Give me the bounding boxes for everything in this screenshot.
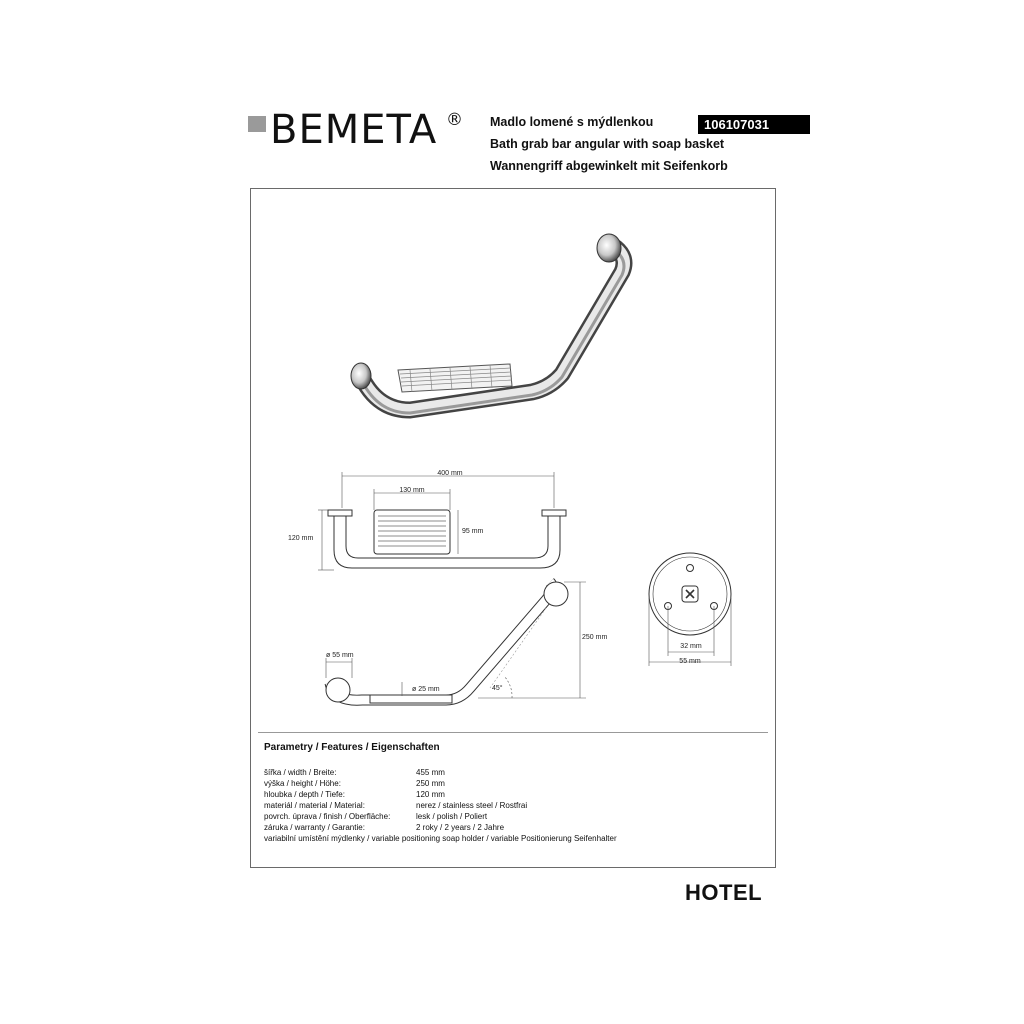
feature-label-depth: hloubka / depth / Tiefe: [264, 790, 345, 799]
feature-label-height: výška / height / Höhe: [264, 779, 341, 788]
feature-label-finish: povrch. úprava / finish / Oberfläche: [264, 812, 391, 821]
dim-overall-width: 400 mm [437, 470, 463, 477]
dim-angle: 45° [492, 685, 503, 692]
collection-name: HOTEL [685, 880, 763, 905]
technical-drawing [250, 188, 776, 732]
feature-label-width: šířka / width / Breite: [264, 768, 337, 777]
title-czech: Madlo lomené s mýdlenkou [490, 115, 654, 129]
dim-screw-spacing: 32 mm [680, 643, 702, 650]
title-german: Wannengriff abgewinkelt mit Seifenkorb [490, 159, 728, 173]
product-photo [351, 234, 624, 413]
brand-logo: BEMETA [270, 107, 438, 153]
dim-basket-width: 130 mm [399, 487, 425, 494]
feature-value-height: 250 mm [416, 779, 445, 788]
registered-mark: ® [446, 110, 463, 130]
title-english: Bath grab bar angular with soap basket [490, 137, 725, 151]
front-view [318, 472, 566, 570]
feature-label-warranty: záruka / warranty / Garantie: [264, 823, 365, 832]
feature-value-width: 455 mm [416, 768, 445, 777]
dim-tube-diameter: ø 25 mm [412, 686, 440, 693]
side-view [326, 582, 586, 703]
dim-basket-height: 95 mm [462, 528, 484, 535]
product-code: 106107031 [698, 115, 810, 134]
dim-height: 250 mm [582, 634, 608, 641]
feature-value-material: nerez / stainless steel / Rostfrai [416, 801, 528, 810]
dim-rosette-diameter: ø 55 mm [326, 652, 354, 659]
section-divider [258, 732, 768, 733]
feature-value-finish: lesk / polish / Poliert [416, 812, 488, 821]
feature-value-warranty: 2 roky / 2 years / 2 Jahre [416, 823, 505, 832]
feature-note-positioning: variabilní umístění mýdlenky / variable positioning soap holder / variable Positionierung Seifenhalter [264, 834, 617, 843]
feature-label-material: materiál / material / Material: [264, 801, 365, 810]
features-title: Parametry / Features / Eigenschaften [264, 742, 440, 753]
dim-rosette-width: 55 mm [679, 658, 701, 665]
feature-value-depth: 120 mm [416, 790, 445, 799]
logo-square-icon [248, 116, 266, 132]
dim-depth: 120 mm [288, 535, 314, 542]
